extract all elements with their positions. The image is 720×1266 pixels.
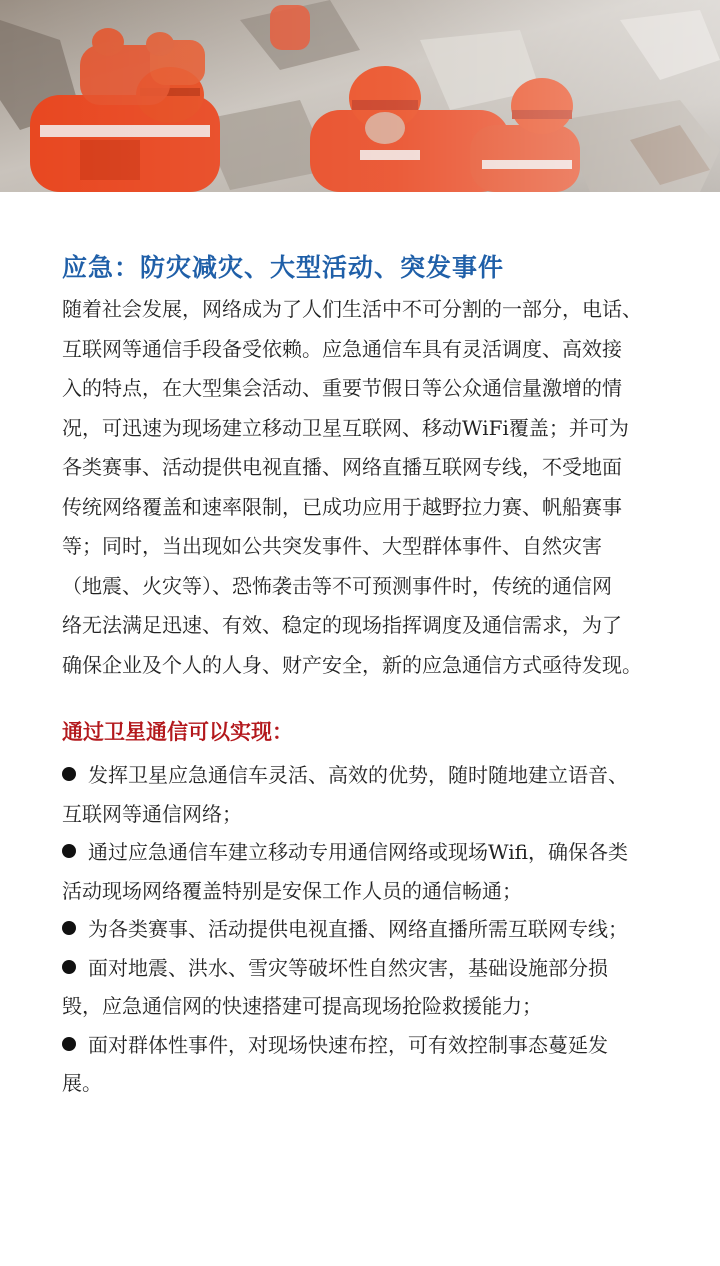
bullet-dot-icon [62, 1037, 76, 1051]
section-title: 应急：防灾减灾、大型活动、突发事件 [62, 253, 505, 282]
capabilities-list [62, 756, 682, 1103]
bullet-dot-icon [62, 844, 76, 858]
paragraph-line: 确保企业及个人的人身、财产安全，新的应急通信方式亟待发现。 [62, 652, 642, 677]
list-item-text: 展。 [62, 1071, 102, 1095]
list-item-text: 面对群体性事件，对现场快速布控，可有效控制事态蔓延发 [88, 1032, 608, 1057]
paragraph-line: 况，可迅速为现场建立移动卫星互联网、移动WiFi覆盖；并可为 [62, 415, 629, 440]
paragraph-line: 络无法满足迅速、有效、稳定的现场指挥调度及通信需求，为了 [62, 613, 622, 637]
bullet-dot-icon [62, 767, 76, 781]
list-item [62, 833, 682, 910]
list-item-text: 面对地震、洪水、雪灾等破坏性自然灾害，基础设施部分损 [88, 955, 608, 980]
list-item-text: 活动现场网络覆盖特别是安保工作人员的通信畅通； [62, 878, 522, 903]
list-item [62, 910, 682, 949]
list-item-text: 互联网等通信网络； [62, 801, 242, 826]
paragraph-line: 互联网等通信手段备受依赖。应急通信车具有灵活调度、高效接 [62, 336, 622, 361]
rescue-workers-photo-icon [0, 0, 720, 192]
hero-image [0, 0, 720, 192]
paragraph-line: 入的特点，在大型集会活动、重要节假日等公众通信量激增的情 [62, 376, 622, 400]
list-item-text: 为各类赛事、活动提供电视直播、网络直播所需互联网专线； [88, 917, 628, 941]
list-item [62, 949, 682, 1026]
list-item-text: 通过应急通信车建立移动专用通信网络或现场Wifi，确保各类 [88, 840, 628, 864]
capabilities-title: 通过卫星通信可以实现： [62, 719, 293, 744]
paragraph-line: 各类赛事、活动提供电视直播、网络直播互联网专线，不受地面 [62, 455, 622, 479]
list-item-text: 毁，应急通信网的快速搭建可提高现场抢险救援能力； [62, 994, 542, 1018]
bullet-dot-icon [62, 960, 76, 974]
paragraph-line: （地震、火灾等）、恐怖袭击等不可预测事件时，传统的通信网 [62, 573, 612, 598]
list-item [62, 756, 682, 833]
paragraph-line: 随着社会发展，网络成为了人们生活中不可分割的一部分，电话、 [62, 297, 642, 321]
list-item [62, 1026, 682, 1103]
intro-paragraph [62, 290, 682, 685]
paragraph-line: 等；同时，当出现如公共突发事件、大型群体事件、自然灾害 [62, 534, 602, 558]
list-item-text: 发挥卫星应急通信车灵活、高效的优势，随时随地建立语音、 [88, 763, 628, 787]
paragraph-line: 传统网络覆盖和速率限制，已成功应用于越野拉力赛、帆船赛事 [62, 494, 622, 519]
bullet-dot-icon [62, 921, 76, 935]
